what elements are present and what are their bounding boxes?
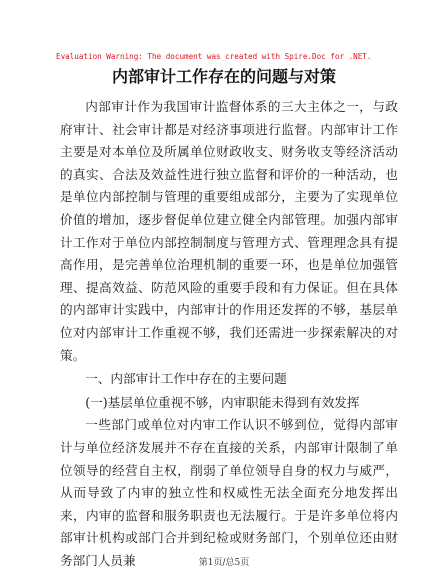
document-title: 内部审计工作存在的问题与对策 [111,67,336,86]
body-paragraph: 一些部门或单位对内审工作认识不够到位，觉得内部审计与单位经济发展并不存在直接的关系，内部审计限制了单位领导的经营自主权，削弱了单位领导自身的权力与威严，从而导致了内审的独立性和权威性无法全面充分地发挥出来，内审的监督和服务职责也无法履行。于是许多单位将内部审计机构或部门合并到纪检或财务部门，个别单位还由财务部门人员兼 [60,417,398,568]
evaluation-warning: Evaluation Warning: The document was created with Spire.Doc for .NET. [56,52,372,61]
subsection-heading: (一)基层单位重视不够，内审职能未得到有效发挥 [85,394,360,410]
page-number: 第1页/总5页 [198,558,250,568]
section-heading: 一、内部审计工作中存在的主要问题 [85,371,287,387]
intro-paragraph: 内部审计作为我国审计监督体系的三大主体之一，与政府审计、社会审计都是对经济事项进行监督。内部审计工作主要是对本单位及所属单位财政收支、财务收支等经济活动的真实、合法及效益性进行独立监督和评价的一种活动，也是单位内部控制与管理的重要组成部分，主要为了实现单位价值的增加，逐步督促单位建立健全内部管理。加强内部审计工作对于单位内部控制制度与管理方式、管理理念具有提高作用，是完善单位治理机制的重要一环，也是单位加强管理、提高效益、防范风险的重要手段和有力保证。但在具体的内部审计实践中，内部审计的作用还发挥的不够，基层单位对内部审计工作重视不够，我们还需进一步探索解决的对策。 [60,99,398,363]
document-body [60,96,398,572]
